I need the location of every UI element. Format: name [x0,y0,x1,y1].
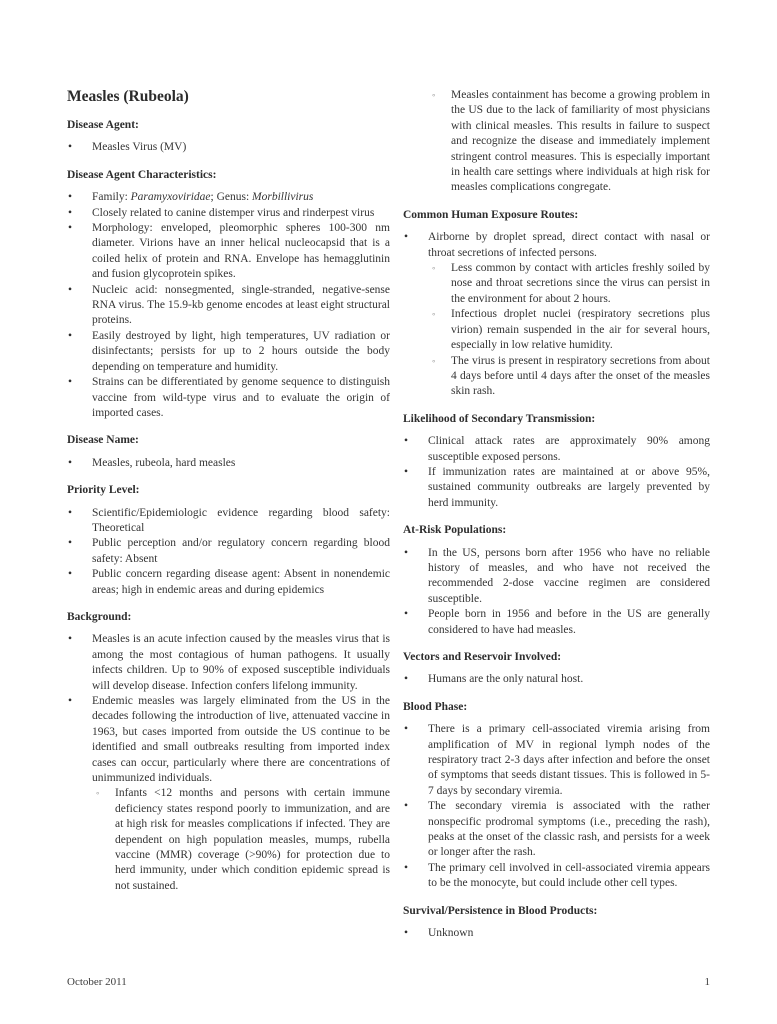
bullet-icon: • [404,927,409,940]
bullet-text: If immunization rates are maintained at or above 95%, sustained community outbreaks are largely prevented by herd immunity. [428,465,710,509]
circle-bullet-icon: ◦ [96,789,100,800]
section-heading: Vectors and Reservoir Involved: [403,651,562,663]
bullet-item [67,283,390,329]
bullet-text: Measles containment has become a growing problem in the US due to the lack of familiarity of most physicians with clinical measles. This results in failure to suspect and recognize the disease and immediately implement stringent control measures. This is especially important in health care settings where individuals at high risk for measles complications congregate. [451,89,710,194]
bullet-text: The secondary viremia is associated with the rather nonspecific prodromal symptoms (i.e., preceding the rash), peaks at the onset of the classic rash, and persists for a week or longer after the rash. [428,800,710,859]
bullet-icon: • [68,283,73,296]
footer-date: October 2011 [67,976,127,988]
section-heading: Disease Agent: [67,119,139,131]
bullet-text: Strains can be differentiated by genome sequence to distinguish vaccine from wild-type virus and to evaluate the origin of imported cases. [92,376,390,419]
section-heading: Survival/Persistence in Blood Products: [403,904,598,917]
bullet-text: People born in 1956 and before in the US are generally considered to have had measles. [428,608,710,636]
bullet-text: Endemic measles was largely eliminated from the US in the decades following the introduction of live, attenuated vaccine in 1963, but cases imported from outside the US continue to be identified and small outbreaks resulting from imported index cases can occur, particularly where there are concentrations of unimmunized individuals. [92,695,390,785]
bullet-item [403,926,710,941]
section-heading: Common Human Exposure Routes: [403,208,579,221]
bullet-text: Infants <12 months and persons with certain immune deficiency states respond poorly to immunization, and are at high risk for measles complications if infected. They are dependent on high population measles, mumps, rubella vaccine (MMR) coverage (>90%) for protection due to herd immunity, under which condition epidemic spread is not sustained. [115,787,390,892]
two-column-layout [67,88,710,942]
bullet-item [67,536,390,567]
circle-bullet-icon: ◦ [432,264,436,275]
section-heading: Disease Agent Characteristics: [67,168,217,181]
sub-bullet-item [403,88,710,196]
bullet-item [67,206,390,221]
bullet-icon: • [68,329,73,342]
bullet-icon: • [68,222,73,235]
bullet-text: Public concern regarding disease agent: Absent in nonendemic areas; high in endemic areas and during epidemics [92,568,390,596]
bullet-icon: • [404,465,409,478]
bullet-text: Public perception and/or regulatory concern regarding blood safety: Absent [92,537,390,565]
bullet-item [67,567,390,598]
bullet-item [67,375,390,421]
bullet-icon: • [68,568,73,581]
section-heading: Disease Name: [67,434,139,447]
section-heading: Blood Phase: [403,700,468,713]
bullet-text: Less common by contact with articles freshly soiled by nose and throat secretions since the virus can persist in the environment for about 2 hours. [451,262,710,305]
right-column-blocks [403,88,710,942]
sub-bullet-item [403,354,710,400]
bullet-text: Humans are the only natural host. [428,673,584,686]
footer-page-number: 1 [704,976,710,988]
bullet-item [403,722,710,799]
bullet-icon: • [404,800,409,813]
bullet-item [67,506,390,537]
bullet-text: Measles Virus (MV) [92,141,187,154]
bullet-text: Airborne by droplet spread, direct contact with nasal or throat secretions of infected persons. [428,231,710,259]
left-column [67,88,390,942]
section-heading: Priority Level: [67,484,140,497]
bullet-item [67,329,390,375]
bullet-icon: • [68,633,73,646]
bullet-text: There is a primary cell-associated viremia arising from amplification of MV in regional lymph nodes of the respiratory tract 2-3 days after infection and before the onset of symptoms that seeds distant tissues. This is followed in 5-7 days by secondary viremia. [428,723,710,797]
circle-bullet-icon: ◦ [432,356,436,367]
bullet-icon: • [68,537,73,550]
left-column-blocks [67,118,390,894]
bullet-text: Clinical attack rates are approximately 90% among susceptible exposed persons. [428,435,710,463]
bullet-text: Morphology: enveloped, pleomorphic spheres 100-300 nm diameter. Virions have an inner helical nucleocapsid that is a coiled helix of protein and RNA. Envelope has hemagglutinin and fusion glycoprotein spikes. [92,222,390,281]
bullet-item [67,456,390,471]
bullet-icon: • [404,861,409,874]
bullet-item [67,190,390,205]
bullet-text: Infectious droplet nuclei (respiratory secretions plus virion) remain suspended in the air for several hours, especially in low relative humidity. [451,308,710,352]
bullet-text: Closely related to canine distemper virus and rinderpest virus [92,206,375,219]
bullet-text: The primary cell involved in cell-associated viremia appears to be the monocyte, but could include other cell types. [428,861,710,890]
bullet-icon: • [68,506,73,519]
section-heading: At-Risk Populations: [403,524,507,537]
bullet-item [403,465,710,511]
bullet-icon: • [404,546,409,559]
bullet-item [403,672,710,687]
bullet-item [403,799,710,861]
bullet-item [403,546,710,608]
circle-bullet-icon: ◦ [432,310,436,321]
bullet-item [403,861,710,892]
circle-bullet-icon: ◦ [432,91,436,101]
bullet-text: Measles is an acute infection caused by the measles virus that is among the most contagious of human pathogens. It usually infects children. Up to 90% of exposed susceptible individuals will develop disease. Infection confers lifelong immunity. [92,633,390,692]
bullet-text: Unknown [428,927,474,940]
bullet-text: The virus is present in respiratory secretions from about 4 days before until 4 days after the onset of the measles skin rash. [451,354,710,398]
bullet-item [67,632,390,694]
bullet-item [67,221,390,283]
bullet-item [403,230,710,261]
bullet-icon: • [68,376,73,389]
bullet-text: Measles, rubeola, hard measles [92,456,236,469]
bullet-icon: • [68,141,73,154]
bullet-icon: • [404,673,409,686]
bullet-item [67,140,390,155]
bullet-icon: • [404,723,409,736]
page-title: Measles (Rubeola) [67,88,189,105]
bullet-item [403,607,710,638]
bullet-text: Family: Paramyxoviridae; Genus: Morbillivirus [92,191,314,204]
bullet-text: Easily destroyed by light, high temperatures, UV radiation or disinfectants; persists for up to 2 hours outside the body depending on temperature and humidity. [92,329,390,373]
bullet-text: In the US, persons born after 1956 who have no reliable history of measles, and who have not received the recommended 2-dose vaccine regimen are considered susceptible. [428,546,710,605]
page-footer [67,976,710,988]
right-column [403,88,710,942]
bullet-icon: • [404,435,409,448]
bullet-icon: • [68,206,73,219]
bullet-item [403,434,710,465]
bullet-item [67,694,390,786]
sub-bullet-item [403,307,710,353]
section-heading: Background: [67,610,132,623]
bullet-icon: • [68,456,73,469]
bullet-icon: • [404,231,409,244]
bullet-icon: • [68,191,73,204]
sub-bullet-item [403,261,710,307]
bullet-text: Scientific/Epidemiologic evidence regarding blood safety: Theoretical [92,506,390,534]
bullet-text: Nucleic acid: nonsegmented, single-stranded, negative-sense RNA virus. The 15.9-kb genome encodes at least eight structural proteins. [92,283,390,327]
section-heading: Likelihood of Secondary Transmission: [403,412,596,425]
sub-bullet-item [67,786,390,894]
bullet-icon: • [68,695,73,707]
bullet-icon: • [404,608,409,621]
